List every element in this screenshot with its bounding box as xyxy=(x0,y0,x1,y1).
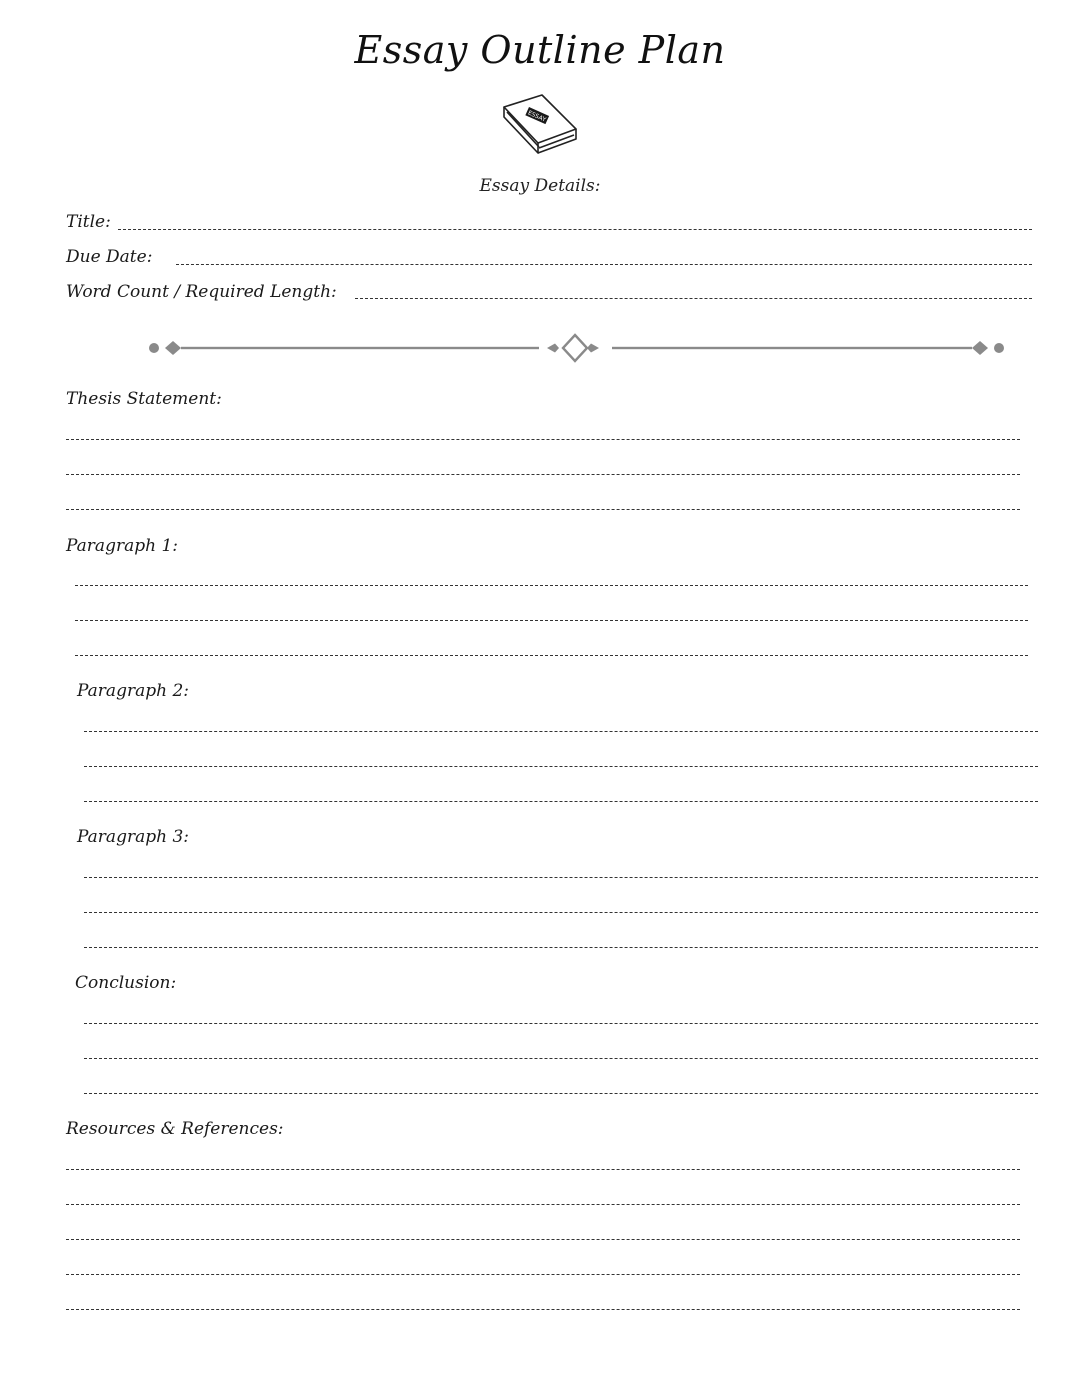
word-count-field[interactable] xyxy=(355,298,1032,299)
conclusion-line[interactable] xyxy=(84,1023,1038,1024)
paragraph-2-line[interactable] xyxy=(84,801,1038,802)
title-label: Title: xyxy=(66,212,111,232)
thesis-line[interactable] xyxy=(66,474,1020,475)
references-line[interactable] xyxy=(66,1204,1020,1205)
page-title: Essay Outline Plan xyxy=(354,28,726,72)
paragraph-2-line[interactable] xyxy=(84,766,1038,767)
paragraph-2-line[interactable] xyxy=(84,731,1038,732)
paragraph-1-label: Paragraph 1: xyxy=(66,536,178,556)
references-line[interactable] xyxy=(66,1169,1020,1170)
conclusion-line[interactable] xyxy=(84,1093,1038,1094)
book-icon xyxy=(498,93,582,159)
paragraph-1-line[interactable] xyxy=(75,655,1028,656)
paragraph-2-label: Paragraph 2: xyxy=(77,681,189,701)
paragraph-3-line[interactable] xyxy=(84,877,1038,878)
paragraph-3-line[interactable] xyxy=(84,947,1038,948)
due-date-label: Due Date: xyxy=(66,247,153,267)
conclusion-line[interactable] xyxy=(84,1058,1038,1059)
references-label: Resources & References: xyxy=(66,1119,284,1139)
thesis-line[interactable] xyxy=(66,509,1020,510)
word-count-label: Word Count / Required Length: xyxy=(66,282,337,302)
conclusion-label: Conclusion: xyxy=(75,973,177,993)
book-label: ESSAY xyxy=(526,109,547,124)
references-line[interactable] xyxy=(66,1274,1020,1275)
references-line[interactable] xyxy=(66,1239,1020,1240)
due-date-field[interactable] xyxy=(176,264,1032,265)
paragraph-1-line[interactable] xyxy=(75,585,1028,586)
references-line[interactable] xyxy=(66,1309,1020,1310)
essay-details-heading: Essay Details: xyxy=(479,176,601,196)
title-field[interactable] xyxy=(118,229,1032,230)
ornamental-divider xyxy=(147,330,1007,366)
thesis-line[interactable] xyxy=(66,439,1020,440)
paragraph-3-label: Paragraph 3: xyxy=(77,827,189,847)
paragraph-1-line[interactable] xyxy=(75,620,1028,621)
paragraph-3-line[interactable] xyxy=(84,912,1038,913)
thesis-statement-label: Thesis Statement: xyxy=(66,389,222,409)
